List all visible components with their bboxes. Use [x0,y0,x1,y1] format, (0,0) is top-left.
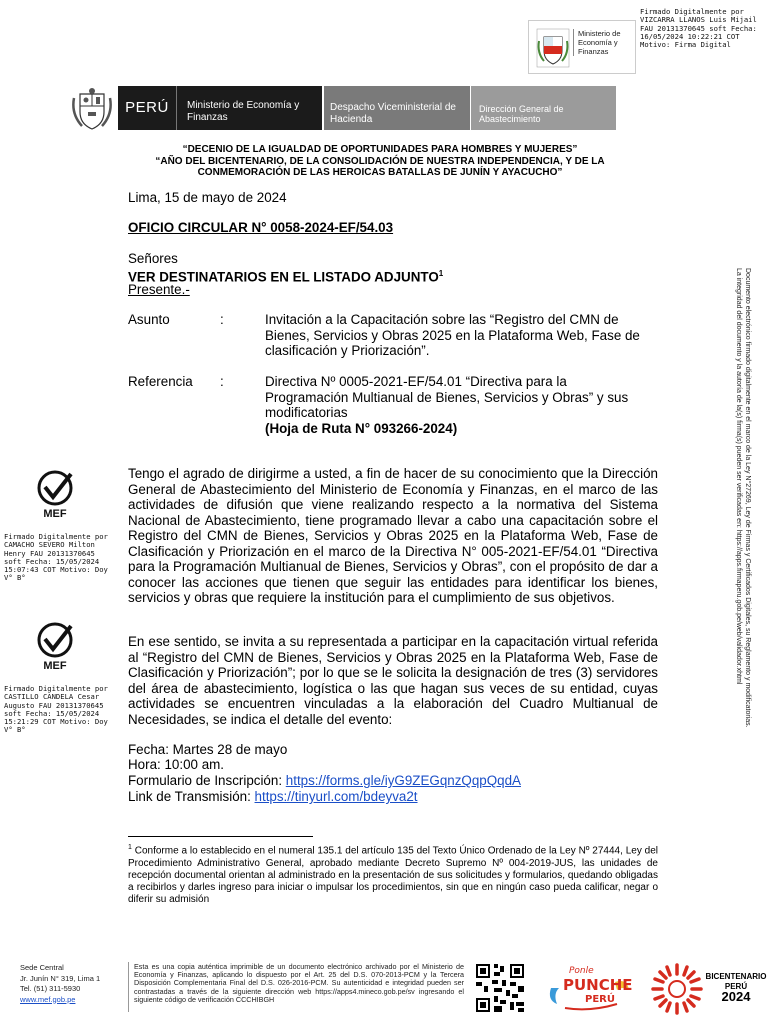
decenio-line: CONMEMORACIÓN DE LAS HEROICAS BATALLAS DE JUNÍN Y AYACUCHO” [197,167,563,178]
footer-addr-line: Jr. Junín N° 319, Lima 1 [20,973,101,983]
banner-vice-ministry: Despacho Viceministerial de Hacienda [324,86,470,130]
mef-check-icon [35,470,75,520]
decenio-line: “DECENIO DE LA IGUALDAD DE OPORTUNIDADES PARA HOMBRES Y MUJERES” [182,144,578,155]
svg-text:PUNCHE: PUNCHE [563,976,633,994]
svg-text:PERÚ: PERÚ [585,994,615,1005]
referencia-label: Referencia [128,374,193,389]
stream-row [128,789,418,805]
qr-code-icon[interactable] [474,962,526,1014]
referencia-colon: : [220,374,224,389]
mef-label: MEF [43,660,67,672]
footnote-marker: 1 [438,269,444,278]
footer-authenticity-note: Esta es una copia auténtica imprimible de un documento electrónico archivado por el Ministerio de Economía y Finanzas, aplicando lo dispuesto por el Art. 25 del D.S. 070-2013-PCM y la Tercera Disposición Complementaria Final del D.S. 026-2016-PCM. Su autenticidad e integridad pueden ser contrastadas a través de la siguiente dirección web https://apps4.mineco.gob.pe/sv ingresando el siguiente código de verificación CCCHIBGH [134,962,464,1004]
stream-link[interactable]: https://tinyurl.com/bdeyva2t [254,789,418,804]
digital-signature-top: Firmado Digitalmente por VIZCARRA LLANOS Luis Mijail FAU 20131370645 soft Fecha: 16/05/2024 10:22:21 COT Motivo: Firma Digital [640,7,757,50]
vertical-verification-note [734,268,752,738]
mef-check-icon [35,622,75,672]
bicentenario-country: PERÚ [724,982,748,991]
digital-signature-left-2: Firmado Digitalmente por CASTILLO CANDELA Cesar Augusto FAU 20131370645 soft Fecha: 15/05/2024 15:21:29 COT Motivo: Doy V° B° [4,684,108,735]
footer-website-link[interactable]: www.mef.gob.pe [20,994,76,1004]
footer-addr-line: Tel. (51) 311-5930 [20,984,81,993]
decenio-heading [120,144,640,179]
stream-label: Link de Transmisión: [128,789,255,804]
asunto-text: Invitación a la Capacitación sobre las “Registro del CMN de Bienes, Servicios y Obras 2025 en la Plataforma Web, Fase de clasificación y Priorización”. [265,312,640,358]
mef-label: MEF [43,508,67,520]
footer-divider [128,962,129,1012]
letter-date: Lima, 15 de mayo de 2024 [128,190,287,205]
footnote-divider [128,836,313,837]
peru-shield-icon [535,27,571,69]
form-label: Formulario de Inscripción: [128,773,286,788]
event-date: Fecha: Martes 28 de mayo [128,742,288,757]
vertical-note-line: Documento electrónico firmado digitalmente en el marco de la Ley N°27269, Ley de Firmas y Certificados Digitales, su Reglamento y modificatorias. [744,268,751,728]
asunto-label: Asunto [128,312,170,327]
referencia-text [265,374,645,436]
form-link[interactable]: https://forms.gle/iyG9ZEGqnzQqpQqdA [285,773,521,788]
banner-ministry: Ministerio de Economía y Finanzas [176,86,322,130]
vertical-note-line: La integridad del documento y la autoría de la(s) firma(s) pueden ser verificadas en: https://apps.firmaperu.gob.pe/web/validador.xhtml [735,268,742,685]
bicentenario-title: BICENTENARIO [705,972,767,981]
salutation: Señores [128,251,178,266]
footer-addr-line: Sede Central [20,963,64,972]
paragraph-1: Tengo el agrado de dirigirme a usted, a fin de hacer de su conocimiento que la Dirección General de Abastecimiento del Ministerio de Economía y Finanzas, en el marco de las actividades de difusión que viene realizando respecto a la normativa del Sistema Nacional de Abastecimiento, tiene programado llevar a cabo una capacitación sobre el Registro del CMN de Bienes, Servicios y Obras 2025 en la Plataforma Web, Fase de Clasificación y Priorización en el marco de la Directiva N° 005-2021-EF/54.01 “Directiva para la Programación Multianual de Bienes, Servicios y Obras”, con el propósito de dar a conocer las acciones que tienen que seguir las entidades para identificar los bienes, servicios y obras que requiere la institución para el cumplimiento de sus objetivos. [128,466,658,605]
banner-peru: PERÚ [118,86,176,130]
addressee-text: VER DESTINATARIOS EN EL LISTADO ADJUNTO [128,269,439,285]
bicentenario-emblem-icon [650,962,704,1016]
event-time: Hora: 10:00 am. [128,757,225,772]
footnote [128,842,658,906]
presente: Presente.- [128,282,190,297]
bicentenario-year: 2024 [721,989,751,1004]
form-row [128,773,521,789]
asunto-colon: : [220,312,224,327]
bicentenario-label [704,972,768,1002]
coat-of-arms-icon [70,86,114,132]
footnote-text: Conforme a lo establecido en el numeral 135.1 del artículo 135 del Texto Único Ordenado de la Ley Nº 27444, Ley del Procedimiento Administrativo General, aprobado mediante Decreto Supremo Nº 004-2019-JUS, las unidades de recepción documental orientan al administrado en la presentación de sus solicitudes y formularios, quedando obligadas a recibirlos y darles ingreso para iniciar o impulsar los procedimientos, sin que en ningún caso pueda calificar, negar o diferir su admisión [128,845,658,906]
digital-signature-left-1: Firmado Digitalmente por CAMACHO SEVERO Milton Henry FAU 20131370645 soft Fecha: 15/05/2024 15:07:43 COT Motivo: Doy V° B° [4,532,108,583]
footer-address [20,963,100,1005]
ponle-punche-logo [545,960,635,1014]
banner-direction: Dirección General de Abastecimiento [471,86,616,130]
paragraph-2: En ese sentido, se invita a su representada a participar en la capacitación virtual referida al “Registro del CMN de Bienes, Servicios y Obras 2025 en la Plataforma Web, Fase de Clasificación y Priorización”; por lo que se le solicita la designación de tres (3) servidores del área de abastecimiento, logística o las que hagan sus veces de su entidad, cuyas actividades se encuentren vinculadas a la elaboración del Cuadro Multianual de Necesidades, se indica el detalle del evento: [128,634,658,727]
decenio-line: “AÑO DEL BICENTENARIO, DE LA CONSOLIDACIÓN DE NUESTRA INDEPENDENCIA, Y DE LA [155,155,605,167]
footnote-number: 1 [128,844,132,851]
oficio-number: OFICIO CIRCULAR N° 0058-2024-EF/54.03 [128,220,394,235]
referencia-directiva: Directiva Nº 0005-2021-EF/54.01 “Directiva para la Programación Multianual de Bienes, Servicios y Obras” y sus modificatorias [265,374,629,420]
ministry-label-top: Ministerio de Economía y Finanzas [573,29,635,56]
hoja-de-ruta: (Hoja de Ruta N° 093266-2024) [265,420,458,436]
svg-text:Ponle: Ponle [569,966,594,976]
signature-stamp-top [528,20,636,74]
